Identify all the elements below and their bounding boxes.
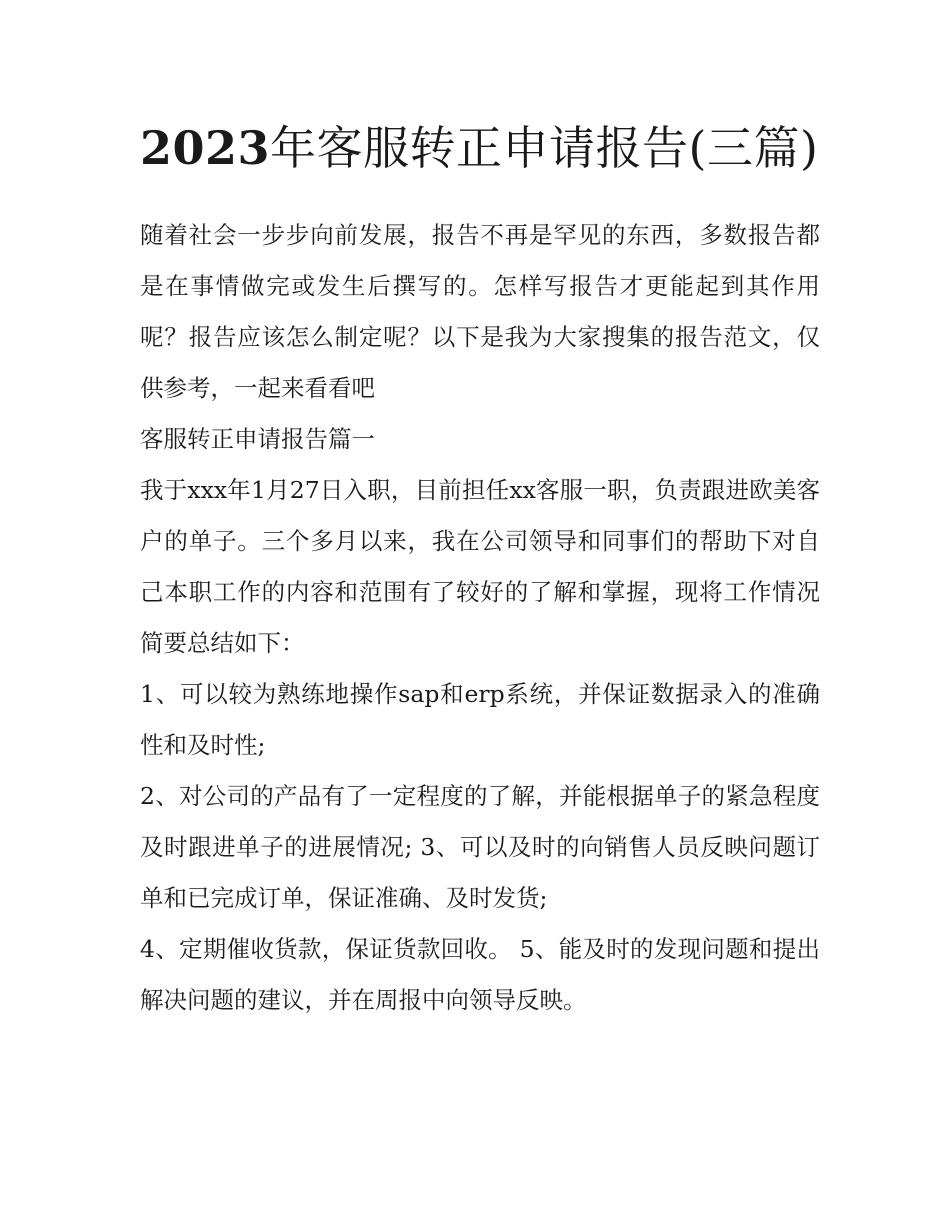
intro-paragraph: 随着社会一步步向前发展，报告不再是罕见的东西，多数报告都是在事情做完或发生后撰写的。怎样写报告才更能起到其作用呢？报告应该怎么制定呢？以下是我为大家搜集的报告范文，仅供参考，一起来看看吧 bbox=[140, 221, 820, 402]
title-year: 2023 bbox=[140, 121, 271, 175]
document-page bbox=[140, 112, 820, 1026]
section-heading: 客服转正申请报告篇一 bbox=[140, 425, 375, 453]
body-paragraph: 我于xxx年1月27日入职，目前担任xx客服一职，负责跟进欧美客户的单子。三个多月以来，我在公司领导和同事们的帮助下对自己本职工作的内容和范围有了较好的了解和掌握，现将工作情况简要总结如下： bbox=[140, 476, 820, 657]
list-item: 4、定期催收货款，保证货款回收。 5、能及时的发现问题和提出解决问题的建议，并在周报中向领导反映。 bbox=[140, 935, 820, 1014]
document-body bbox=[140, 210, 820, 1026]
document-title bbox=[140, 112, 820, 184]
list-item: 2、对公司的产品有了一定程度的了解，并能根据单子的紧急程度及时跟进单子的进展情况; 3、可以及时的向销售人员反映问题订单和已完成订单，保证准确、及时发货; bbox=[140, 782, 820, 912]
list-item: 1、可以较为熟练地操作sap和erp系统，并保证数据录入的准确性和及时性; bbox=[140, 680, 820, 759]
title-text: 年客服转正申请报告(三篇) bbox=[270, 121, 819, 175]
